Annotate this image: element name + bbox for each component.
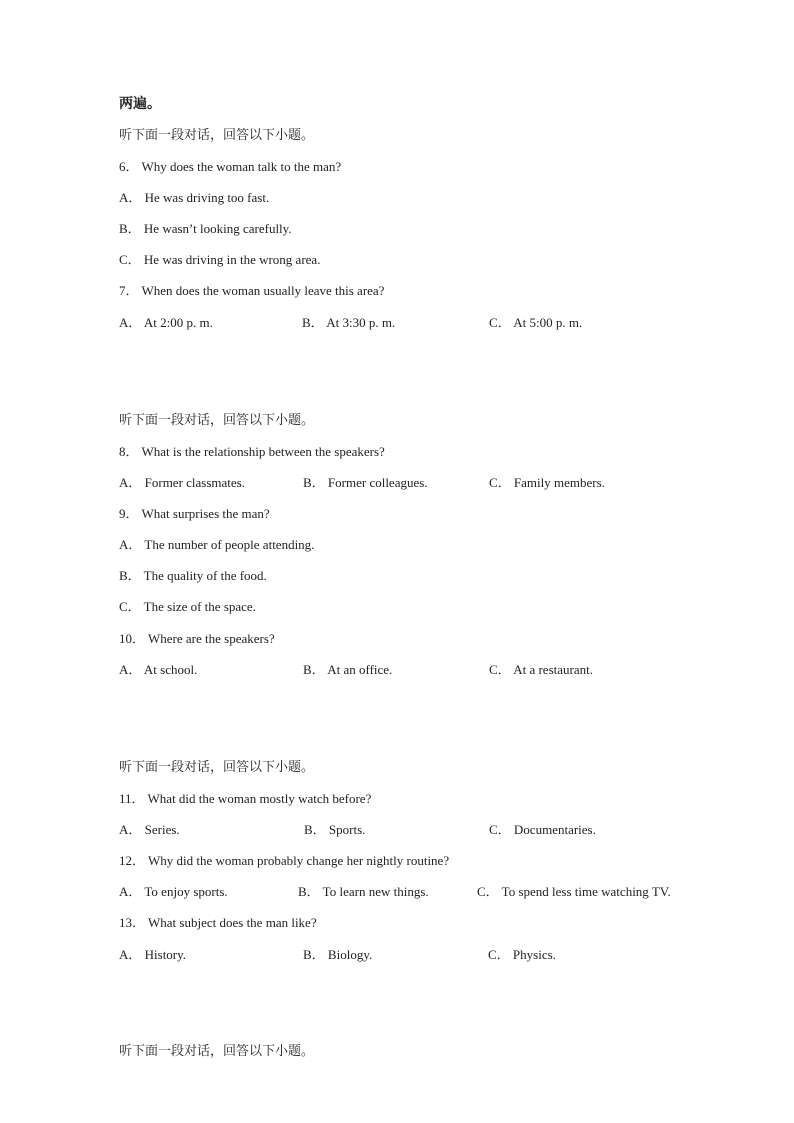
question-10: 10． Where are the speakers?: [119, 631, 275, 646]
question-9: 9． What surprises the man?: [119, 506, 270, 521]
question-10-option-b: B． At an office.: [303, 662, 393, 677]
question-11-option-b: B． Sports.: [304, 822, 366, 837]
question-7: 7． When does the woman usually leave this area?: [119, 283, 385, 298]
section-instruction: 听下面一段对话，回答以下小题。: [119, 760, 315, 775]
section-instruction: 听下面一段对话，回答以下小题。: [119, 1044, 315, 1059]
question-10-option-a: A． At school.: [119, 662, 198, 677]
question-12-option-b: B． To learn new things.: [298, 884, 429, 899]
question-8-option-b: B． Former colleagues.: [303, 475, 428, 490]
question-12-option-a: A． To enjoy sports.: [119, 884, 228, 899]
question-7-option-c: C． At 5:00 p. m.: [489, 315, 583, 330]
section-instruction: 听下面一段对话，回答以下小题。: [119, 128, 315, 143]
question-13-option-c: C． Physics.: [488, 947, 556, 962]
question-9-option-b: B． The quality of the food.: [119, 568, 267, 583]
question-6-option-a: A． He was driving too fast.: [119, 190, 270, 205]
question-9-option-c: C． The size of the space.: [119, 599, 256, 614]
question-11-option-a: A． Series.: [119, 822, 180, 837]
question-6-option-c: C． He was driving in the wrong area.: [119, 252, 321, 267]
question-10-option-c: C． At a restaurant.: [489, 662, 593, 677]
question-11: 11． What did the woman mostly watch before?: [119, 791, 372, 806]
question-13-option-a: A． History.: [119, 947, 187, 962]
question-12-option-c: C． To spend less time watching TV.: [477, 884, 671, 899]
question-8-option-a: A． Former classmates.: [119, 475, 246, 490]
question-9-option-a: A． The number of people attending.: [119, 537, 315, 552]
question-6: 6． Why does the woman talk to the man?: [119, 159, 342, 174]
section-instruction: 听下面一段对话，回答以下小题。: [119, 413, 315, 428]
question-7-option-a: A． At 2:00 p. m.: [119, 315, 213, 330]
question-6-option-b: B． He wasn’t looking carefully.: [119, 221, 292, 236]
question-13-option-b: B． Biology.: [303, 947, 373, 962]
question-12: 12． Why did the woman probably change her nightly routine?: [119, 853, 450, 868]
section-heading: 两遍。: [119, 96, 161, 112]
question-8-option-c: C． Family members.: [489, 475, 605, 490]
question-13: 13． What subject does the man like?: [119, 915, 317, 930]
question-8: 8． What is the relationship between the speakers?: [119, 444, 385, 459]
question-11-option-c: C． Documentaries.: [489, 822, 596, 837]
question-7-option-b: B． At 3:30 p. m.: [302, 315, 396, 330]
